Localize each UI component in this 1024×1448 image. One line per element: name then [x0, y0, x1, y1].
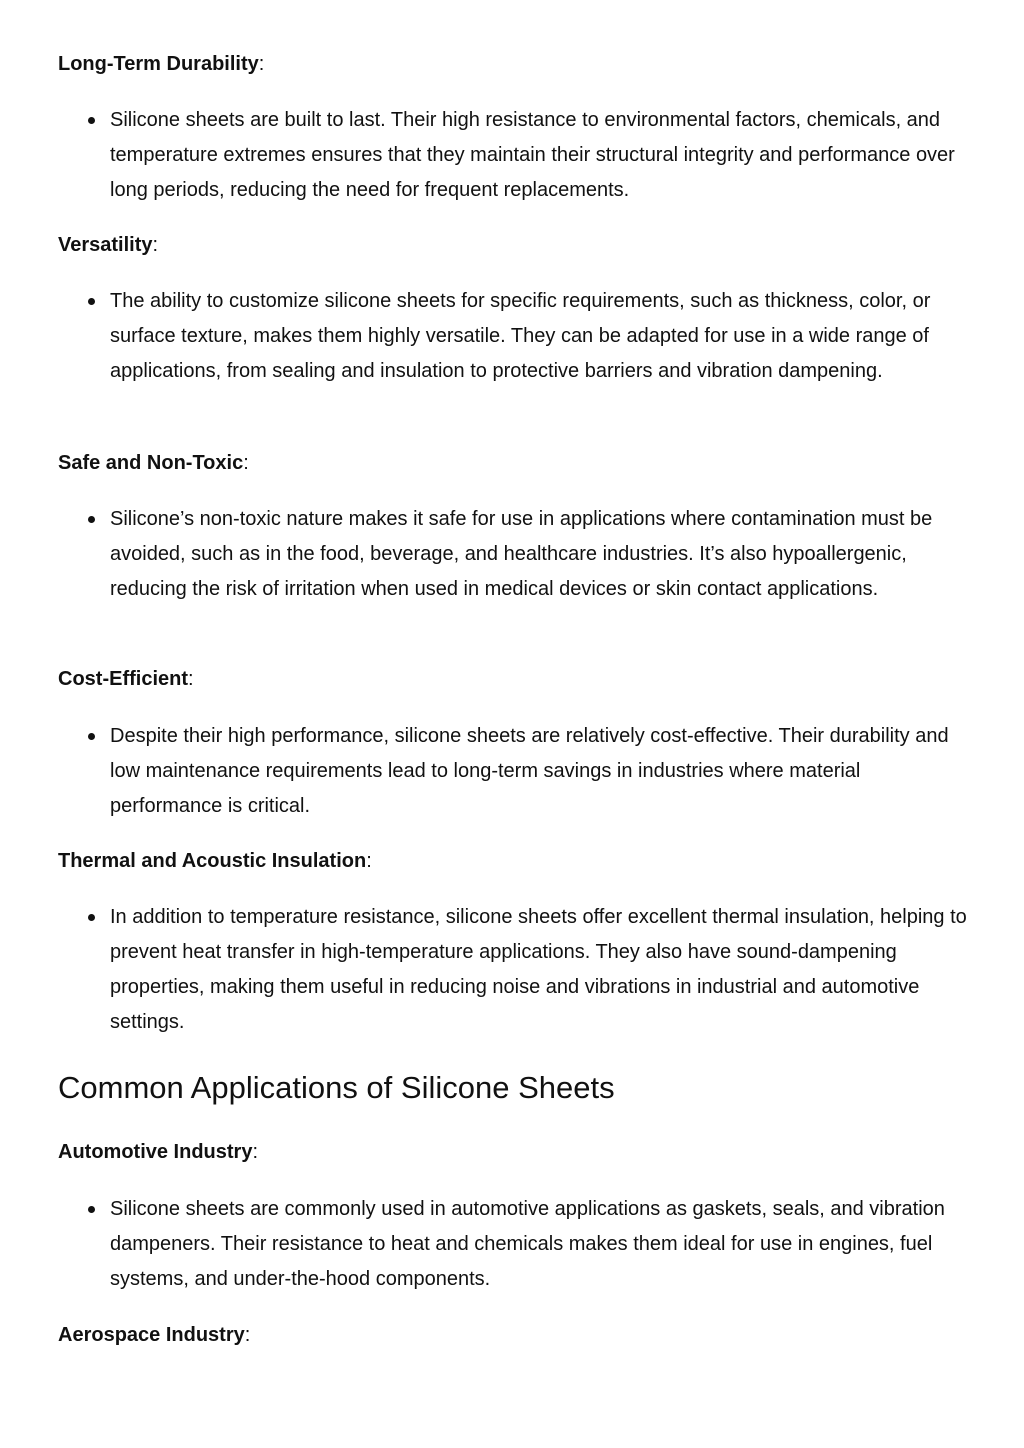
term-label: Automotive Industry	[58, 1141, 253, 1163]
list-item	[110, 284, 975, 389]
bullet-icon	[88, 914, 95, 921]
list-item-text: Silicone’s non-toxic nature makes it safe for use in applications where contamination must be avoided, such as in the food, beverage, and healthcare industries. It’s also hypoallergenic, reducing the risk of irritation when used in medical devices or skin contact applications.	[110, 508, 933, 600]
list-item-text: Despite their high performance, silicone sheets are relatively cost-effective. Their durability and low maintenance requirements lead to long-term savings in industries where material performance is critical.	[110, 725, 949, 817]
list-item	[110, 900, 975, 1040]
bullet-icon	[88, 733, 95, 740]
term-thermal-and-acoustic-insulation	[58, 847, 372, 875]
term-colon: :	[243, 452, 249, 474]
term-colon: :	[188, 668, 194, 690]
term-colon: :	[244, 1324, 251, 1346]
term-versatility	[58, 231, 158, 259]
list-item-text: In addition to temperature resistance, silicone sheets offer excellent thermal insulation, helping to prevent heat transfer in high-temperature applications. They also have sound-dampening properties, making them useful in reducing noise and vibrations in industrial and automotive settings.	[110, 906, 967, 1033]
term-label: Aerospace Industry	[58, 1324, 245, 1346]
list-item-text: Silicone sheets are commonly used in automotive applications as gaskets, seals, and vibration dampeners. Their resistance to heat and chemicals makes them ideal for use in engines, fuel systems, and under-the-hood components.	[110, 1198, 945, 1290]
term-aerospace-industry	[58, 1321, 250, 1349]
term-colon: :	[252, 1141, 259, 1163]
term-label: Long-Term Durability	[58, 53, 259, 75]
section-heading: Common Applications of Silicone Sheets	[58, 1070, 615, 1105]
term-label: Versatility	[58, 234, 153, 256]
list-item	[110, 1192, 975, 1297]
bullet-icon	[88, 298, 95, 305]
term-safe-and-non-toxic	[58, 449, 249, 477]
term-long-term-durability	[58, 50, 264, 78]
bullet-icon	[88, 117, 95, 124]
term-colon: :	[258, 53, 265, 75]
bullet-icon	[88, 516, 95, 523]
term-automotive-industry	[58, 1138, 258, 1166]
list-item-text: The ability to customize silicone sheets for specific requirements, such as thickness, color, or surface texture, makes them highly versatile. They can be adapted for use in a wide range of applications, from sealing and insulation to protective barriers and vibration dampening.	[110, 290, 931, 382]
list-item	[110, 719, 975, 824]
term-label: Safe and Non-Toxic	[58, 452, 244, 474]
bullet-icon	[88, 1206, 95, 1213]
term-colon: :	[152, 234, 159, 256]
term-label: Cost-Efficient	[58, 668, 188, 690]
term-colon: :	[366, 850, 372, 872]
term-cost-efficient	[58, 665, 194, 693]
list-item	[110, 502, 975, 607]
term-label: Thermal and Acoustic Insulation	[58, 850, 367, 872]
list-item-text: Silicone sheets are built to last. Their high resistance to environmental factors, chemicals, and temperature extremes ensures that they maintain their structural integrity and performance over long periods, reducing the need for frequent replacements.	[110, 109, 955, 201]
list-item	[110, 103, 975, 208]
